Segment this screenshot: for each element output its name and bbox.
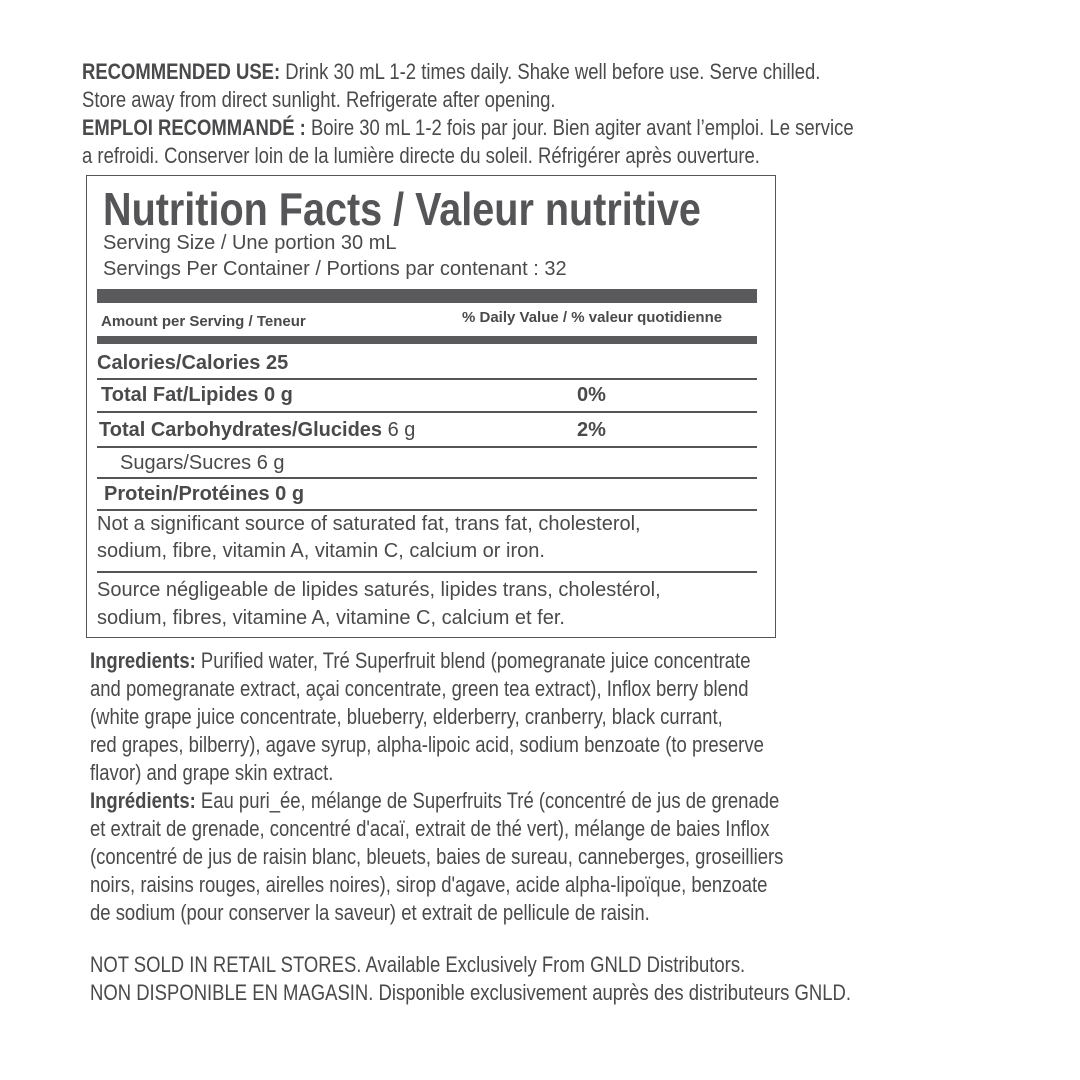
rule-3 [97, 446, 757, 448]
ingredients-en-line-4: red grapes, bilberry), agave syrup, alpha-lipoic acid, sodium benzoate (to preserve [90, 732, 764, 757]
recommended-fr-label: EMPLOI RECOMMANDÉ : [82, 115, 306, 140]
rule-6 [97, 571, 757, 573]
recommended-en-line-2: Store away from direct sunlight. Refrigerate after opening. [82, 87, 556, 112]
recommended-use-section [82, 58, 1001, 170]
thick-divider-top [97, 289, 757, 303]
recommended-fr-line-1 [82, 114, 1001, 142]
total-carb-label: Total Carbohydrates/Glucides [99, 419, 383, 441]
ingredients-en-line-3: (white grape juice concentrate, blueberry, elderberry, cranberry, black currant, [90, 704, 723, 729]
ingredients-fr-line-5: de sodium (pour conserver la saveur) et extrait de pellicule de raisin. [90, 900, 650, 925]
ingredients-en-line-2: and pomegranate extract, açai concentrate, green tea extract), Inflox berry blend [90, 676, 749, 701]
distribution-fr: NON DISPONIBLE EN MAGASIN. Disponible exclusivement auprès des distributeurs GNLD. [90, 980, 852, 1005]
daily-value-header: % Daily Value / % valeur quotidienne [462, 309, 723, 326]
ingredients-en-text: Purified water, Tré Superfruit blend (pomegranate juice concentrate [195, 648, 751, 673]
recommended-en-line-1 [82, 58, 1001, 86]
ingredients-fr-line-1 [90, 787, 915, 815]
rule-4 [97, 477, 757, 479]
ingredients-en-line-1 [90, 647, 915, 675]
total-fat-dv: 0% [577, 384, 606, 406]
distribution-notice [90, 951, 996, 1007]
calories-row: Calories/Calories 25 [97, 352, 289, 374]
ingredients-en-line-5: flavor) and grape skin extract. [90, 760, 334, 785]
ingredients-fr-line-3: (concentré de jus de raisin blanc, bleuets, baies de sureau, canneberges, groseilliers [90, 844, 784, 869]
total-carb-amount: 6 g [382, 419, 416, 441]
amount-per-serving-header: Amount per Serving / Teneur [101, 313, 306, 330]
rule-1 [97, 378, 757, 380]
sugars-row: Sugars/Sucres 6 g [120, 452, 285, 474]
rule-5 [97, 509, 757, 511]
serving-size: Serving Size / Une portion 30 mL [103, 232, 397, 254]
total-carb-dv: 2% [577, 419, 606, 441]
note-fr-line-2: sodium, fibres, vitamine A, vitamine C, calcium et fer. [97, 607, 565, 629]
recommended-fr-line-2: a refroidi. Conserver loin de la lumière directe du soleil. Réfrigérer après ouverture. [82, 143, 760, 168]
ingredients-fr-text: Eau puri_ée, mélange de Superfruits Tré (concentré de jus de grenade [195, 788, 780, 813]
recommended-en-text: Drink 30 mL 1-2 times daily. Shake well before use. Serve chilled. [280, 59, 821, 84]
recommended-en-label: RECOMMENDED USE: [82, 59, 281, 84]
note-fr-line-1: Source négligeable de lipides saturés, lipides trans, cholestérol, [97, 579, 661, 601]
distribution-en: NOT SOLD IN RETAIL STORES. Available Exclusively From GNLD Distributors. [90, 952, 746, 977]
total-fat-label: Total Fat/Lipides 0 g [101, 384, 293, 406]
servings-per-container: Servings Per Container / Portions par contenant : 32 [103, 258, 567, 280]
total-carb-row [99, 419, 415, 442]
ingredients-fr-line-2: et extrait de grenade, concentré d'acaï, extrait de thé vert), mélange de baies Inflox [90, 816, 770, 841]
ingredients-fr-label: Ingrédients: [90, 788, 196, 813]
ingredients-section [90, 647, 915, 927]
note-en-line-2: sodium, fibre, vitamin A, vitamin C, calcium or iron. [97, 540, 545, 562]
nutrition-title: Nutrition Facts / Valeur nutritive [103, 183, 701, 235]
thick-divider-middle [97, 336, 757, 344]
ingredients-en-label: Ingredients: [90, 648, 196, 673]
rule-2 [97, 411, 757, 413]
recommended-fr-text: Boire 30 mL 1-2 fois par jour. Bien agiter avant l’emploi. Le service [305, 115, 854, 140]
note-en-line-1: Not a significant source of saturated fat, trans fat, cholesterol, [97, 513, 641, 535]
protein-row: Protein/Protéines 0 g [104, 483, 305, 505]
ingredients-fr-line-4: noirs, raisins rouges, airelles noires), sirop d'agave, acide alpha-lipoïque, benzoate [90, 872, 768, 897]
nutrition-facts-panel [86, 175, 776, 638]
